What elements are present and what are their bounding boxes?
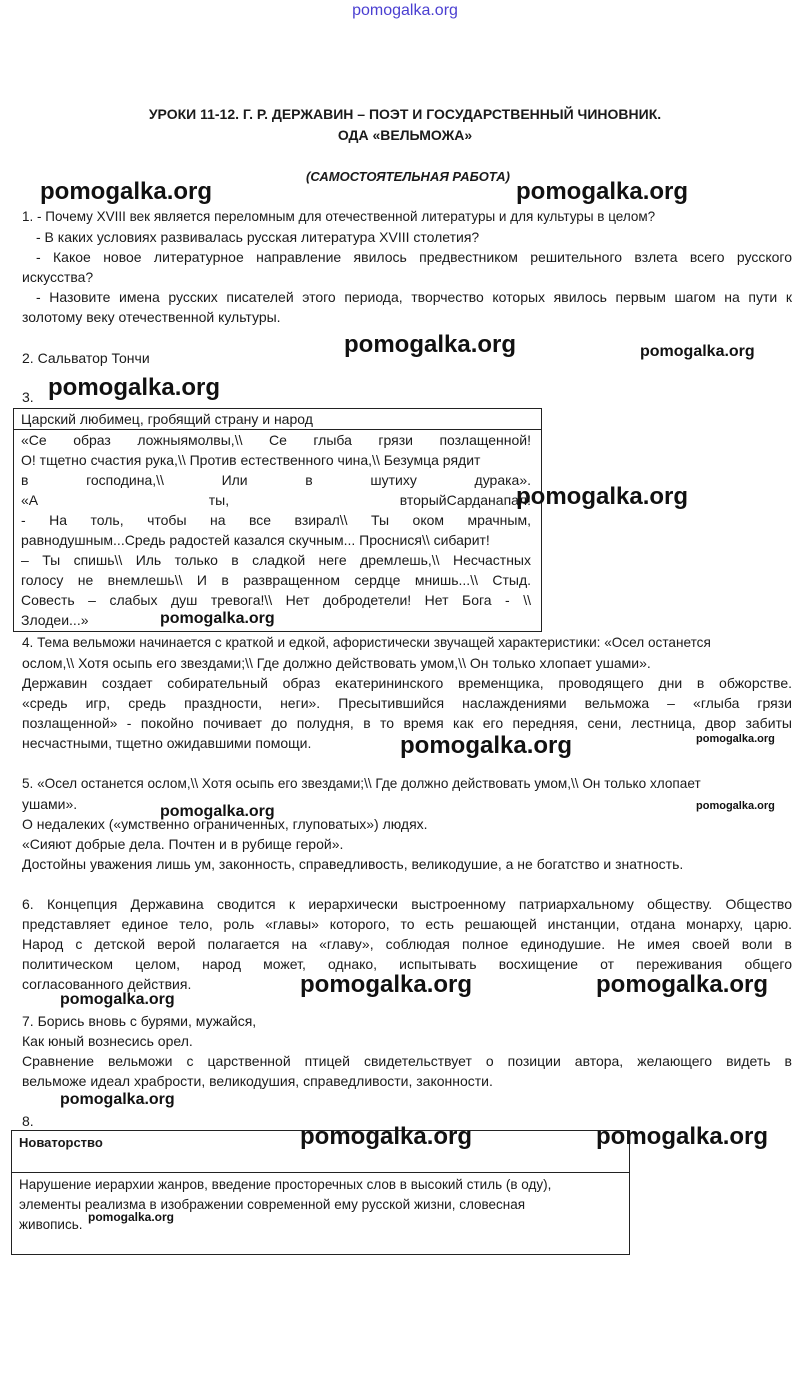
q1-line2: - В каких условиях развивалась русская литература XVIII столетия? <box>36 229 480 245</box>
q3-quote-line: в господина,\\ Или в шутиху дурака». <box>21 472 531 488</box>
q5-line: О недалеких («умственно ограниченных, глуповатых») людях. <box>22 816 428 832</box>
q8-table-line: живопись. <box>19 1217 83 1232</box>
watermark-text: pomogalka.org <box>344 331 517 358</box>
q3-box-header: Царский любимец, гробящий страну и народ <box>21 411 313 427</box>
q8-table-line: элементы реализма в изображении современной ему русской жизни, словесная <box>19 1197 526 1212</box>
q6-line: Народ с детской верой полагается на «главу», соблюдая полное единодушие. Не имея своей воли в <box>22 936 792 952</box>
q3-number: 3. <box>22 389 34 405</box>
q4-line: несчастными, тщетно ожидавшими помощи. <box>22 735 312 751</box>
q3-quote-line-a <box>21 490 531 510</box>
q8-table-line: Нарушение иерархии жанров, введение просторечных слов в высокий стиль (в оду), <box>19 1177 552 1192</box>
q3-quote-line-a-text: «А ты, вторыйСарданапал! <box>21 492 531 508</box>
q2-line1: 2. Сальватор Тончи <box>22 350 150 366</box>
q7-line: 7. Борись вновь с бурями, мужайся, <box>22 1013 257 1029</box>
q5-line: «Сияют добрые дела. Почтен и в рубище герой». <box>22 836 344 852</box>
q3-quote-line: Совесть – слабых душ тревога!\\ Нет добродетели! Нет Бога - \\ <box>21 592 531 608</box>
q6-line: представляет единое тело, роль «главы» которого, то есть решающей инстанции, отдана монарху, царю. <box>22 916 792 932</box>
q7-line: Как юный вознесись орел. <box>22 1033 193 1049</box>
watermark-text: pomogalka.org <box>596 971 769 998</box>
watermark-text: pomogalka.org <box>60 1091 175 1108</box>
q6-line: согласованного действия. <box>22 976 192 992</box>
q4-line: «средь игр, средь праздности, неги». Пресытившийся наслаждениями вельможа – «глыба грязи <box>22 695 792 711</box>
q8-table-divider <box>11 1172 629 1173</box>
q4-line: 4. Тема вельможи начинается с краткой и едкой, афористически звучащей характеристики: «Осел останется <box>22 635 711 650</box>
watermark-text: pomogalka.org <box>48 374 221 401</box>
watermark-text: pomogalka.org <box>300 971 473 998</box>
watermark-text: pomogalka.org <box>516 483 689 510</box>
q3-quote-line: О! тщетно счастия рука,\\ Против естественного чина,\\ Безумца рядит <box>21 452 481 468</box>
page-title-line2: ОДА «ВЕЛЬМОЖА» <box>337 127 473 143</box>
top-watermark[interactable]: pomogalka.org <box>352 2 458 19</box>
q6-line: политическом целом, народ может, однако, испытывать восхищение от переживания общего <box>22 956 792 972</box>
watermark-text: pomogalka.org <box>516 178 689 205</box>
q4-line: Державин создает собирательный образ екатерининского временщика, проводящего дни в обжорстве. <box>22 675 792 691</box>
watermark-text: pomogalka.org <box>596 1123 769 1150</box>
q5-line: Достойны уважения лишь ум, законность, справедливость, великодушие, а не богатство и знатность. <box>22 856 684 872</box>
q6-line: 6. Концепция Державина сводится к иерархически выстроенному патриархальному обществу. Общество <box>22 896 792 912</box>
q7-line: Сравнение вельможи с царственной птицей свидетельствует о позиции автора, желающего видеть в <box>22 1053 792 1069</box>
watermark-text: pomogalka.org <box>160 803 275 820</box>
q8-table-header: Новаторство <box>19 1135 103 1150</box>
q3-quote-line: голосу не внемлешь\\ И в развращенном сердце мнишь...\\ Стыд. <box>21 572 531 588</box>
q1-line1: 1. - Почему XVIII век является переломным для отечественной литературы и для культуры в целом? <box>22 209 656 224</box>
q1-line5: - Назовите имена русских писателей этого периода, творчество которых явилось первым шагом на пути к <box>36 289 792 305</box>
q4-line: ослом,\\ Хотя осыпь его звездами;\\ Где должно действовать умом,\\ Он только хлопает ушами». <box>22 655 651 671</box>
watermark-text: pomogalka.org <box>640 343 755 360</box>
watermark-text: pomogalka.org <box>400 732 573 759</box>
q3-quote-line: - На толь, чтобы на все взирал\\ Ты оком мрачным, <box>21 512 531 528</box>
watermark-text: pomogalka.org <box>40 178 213 205</box>
q3-quote-line: – Ты спишь\\ Иль только в сладкой неге дремлешь,\\ Несчастных <box>21 552 531 568</box>
q1-line3: - Какое новое литературное направление явилось предвестником решительного взлета всего русского <box>36 249 792 265</box>
q1-line6: золотому веку отечественной культуры. <box>22 309 281 325</box>
q4-line: позлащенной» - покойно почивает до полудня, в то время как его передняя, сени, лестница, двор забиты <box>22 715 792 731</box>
q1-line4: искусства? <box>22 269 94 285</box>
watermark-text: pomogalka.org <box>88 1210 175 1224</box>
watermark-text: pomogalka.org <box>60 991 175 1008</box>
q5-line: 5. «Осел останется ослом,\\ Хотя осыпь его звездами;\\ Где должно действовать умом,\\ Он только хлопает <box>22 776 701 791</box>
watermark-text: pomogalka.org <box>300 1123 473 1150</box>
q5-line: ушами». <box>22 796 78 812</box>
q8-number: 8. <box>22 1113 34 1129</box>
q7-line: вельможе идеал храбрости, великодушия, справедливости, законности. <box>22 1073 493 1089</box>
watermark-text: pomogalka.org <box>160 610 275 627</box>
q3-quote-line: Злодеи...» <box>21 612 89 628</box>
q3-quote-line: «Се образ ложныямолвы,\\ Се глыба грязи позлащенной! <box>21 432 531 448</box>
page-subtitle: (САМОСТОЯТЕЛЬНАЯ РАБОТА) <box>306 169 510 184</box>
watermark-text: pomogalka.org <box>696 800 775 812</box>
page-title-line1: УРОКИ 11-12. Г. Р. ДЕРЖАВИН – ПОЭТ И ГОСУДАРСТВЕННЫЙ ЧИНОВНИК. <box>148 106 662 122</box>
q3-quote-line: равнодушным...Средь радостей казался скучным... Проснися\\ сибарит! <box>21 532 490 548</box>
watermark-text: pomogalka.org <box>696 733 775 745</box>
